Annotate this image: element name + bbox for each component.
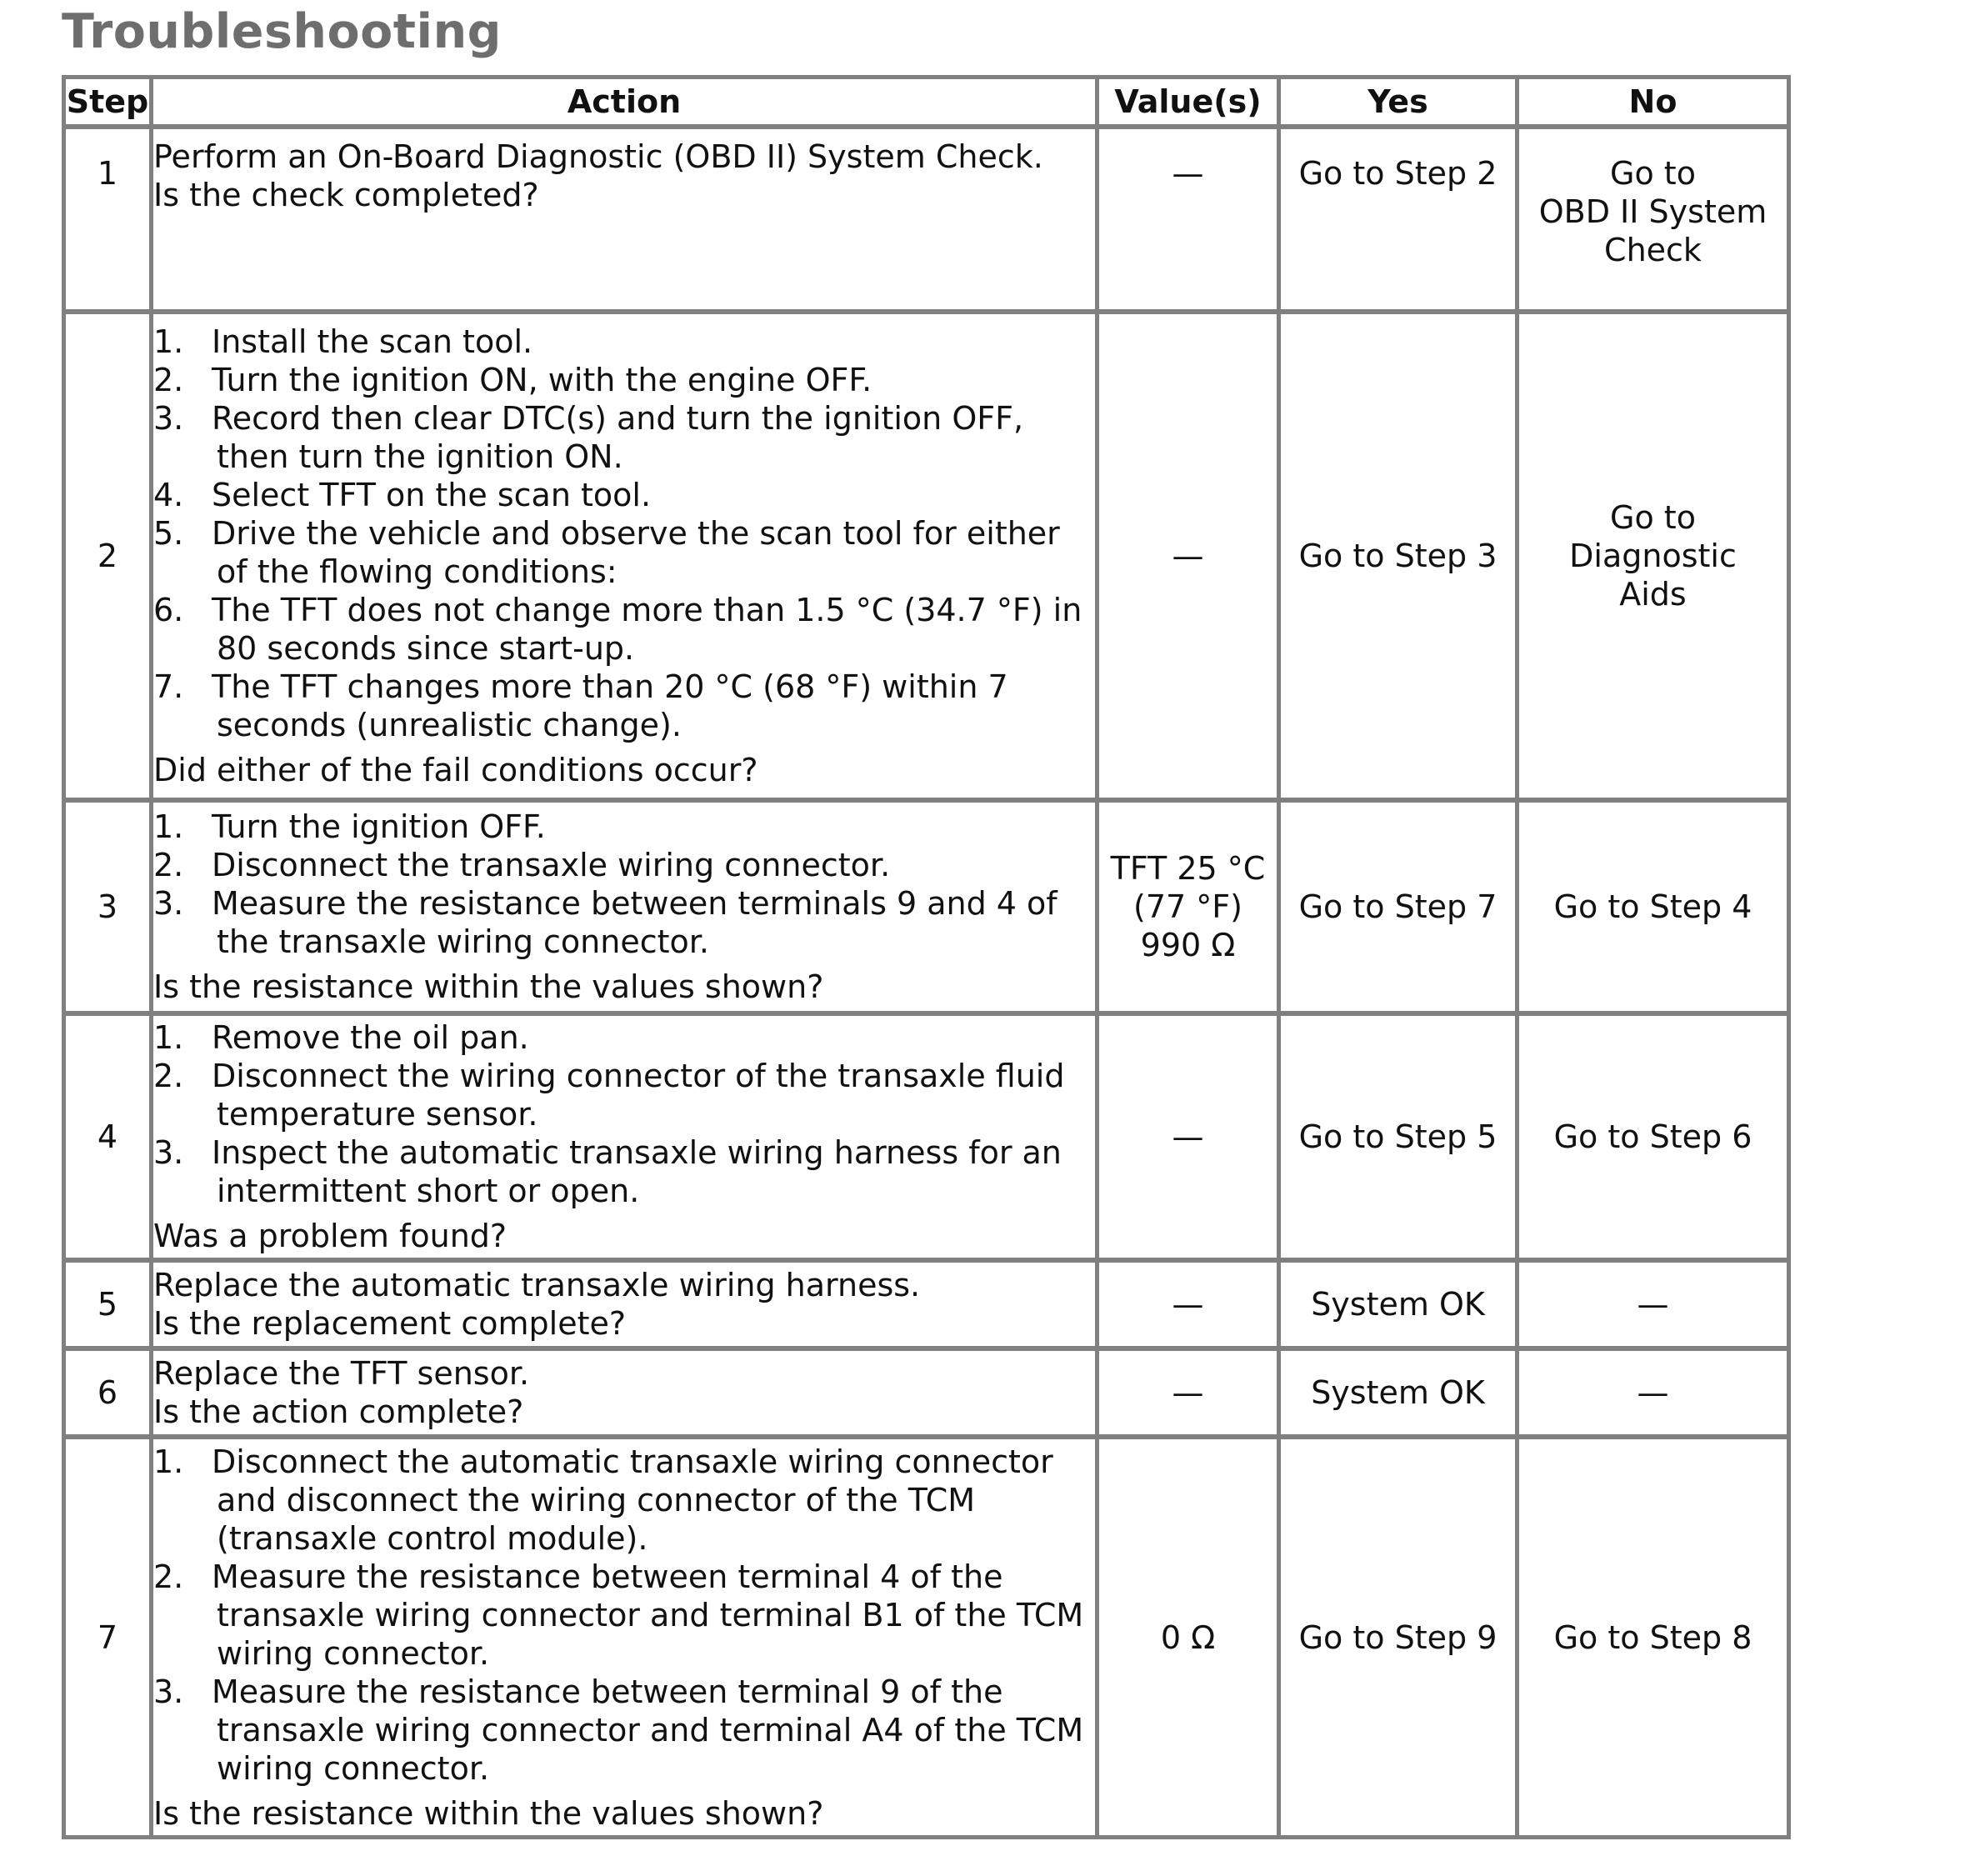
action-step-number: 1. [153, 323, 184, 360]
action-text: Perform an On-Board Diagnostic (OBD II) System Check. [153, 138, 1043, 175]
action-step-text: Measure the resistance between terminals 9 and 4 of the transaxle wiring connector. [212, 885, 1058, 960]
step-number: 1 [66, 129, 153, 314]
no-line: Go to [1610, 499, 1696, 536]
action-step-number: 1. [153, 1019, 184, 1056]
no-cell: — [1519, 1351, 1787, 1439]
action-step-number: 4. [153, 477, 184, 513]
value-cell: — [1099, 129, 1281, 314]
action-steps [153, 323, 1095, 744]
table-row [66, 803, 1787, 1016]
action-step-number: 5. [153, 515, 184, 552]
action-cell [153, 1439, 1099, 1835]
action-steps [153, 808, 1095, 961]
action-step [153, 1558, 1095, 1673]
action-question: Is the resistance within the values shown? [153, 1794, 824, 1832]
action-step-text: Measure the resistance between terminal 4 of the transaxle wiring connector and terminal B1 of the TCM wiring connector. [212, 1558, 1084, 1672]
action-step [153, 884, 1095, 961]
action-step-text: Disconnect the transaxle wiring connector. [212, 847, 891, 883]
no-line: Aids [1619, 576, 1687, 613]
step-number: 2 [66, 314, 153, 803]
page-title: Troubleshooting [62, 4, 502, 59]
action-cell [153, 1351, 1099, 1439]
action-step-text: Measure the resistance between terminal 9 of the transaxle wiring connector and terminal A4 of the TCM wiring connector. [212, 1673, 1084, 1787]
action-step-text: Disconnect the wiring connector of the transaxle fluid temperature sensor. [212, 1058, 1065, 1133]
action-question: Was a problem found? [153, 1218, 508, 1254]
yes-cell: System OK [1281, 1351, 1519, 1439]
step-number: 3 [66, 803, 153, 1016]
action-step [153, 808, 1095, 846]
table-row [66, 1351, 1787, 1439]
header-no: No [1519, 79, 1787, 129]
yes-cell: Go to Step 9 [1281, 1439, 1519, 1835]
action-step-text: Turn the ignition OFF. [212, 808, 546, 845]
action-step-text: Install the scan tool. [212, 323, 533, 360]
no-line: Go to [1610, 155, 1696, 192]
no-cell: Go to Step 6 [1519, 1016, 1787, 1263]
action-step-number: 3. [153, 885, 184, 922]
step-number: 5 [66, 1263, 153, 1351]
yes-cell: Go to Step 5 [1281, 1016, 1519, 1263]
action-cell [153, 1016, 1099, 1263]
yes-cell: Go to Step 3 [1281, 314, 1519, 803]
no-cell: Go to Step 4 [1519, 803, 1787, 1016]
value-cell: — [1099, 1263, 1281, 1351]
table-row [66, 314, 1787, 803]
action-step-number: 2. [153, 1058, 184, 1094]
action-step-number: 3. [153, 1673, 184, 1710]
table-row [66, 129, 1787, 314]
action-step-number: 2. [153, 847, 184, 883]
action-step-text: Select TFT on the scan tool. [212, 477, 652, 513]
yes-cell: Go to Step 2 [1281, 129, 1519, 314]
action-step-number: 3. [153, 400, 184, 437]
action-step-number: 2. [153, 1558, 184, 1595]
action-step-text: Disconnect the automatic transaxle wiring connector and disconnect the wiring connector of the TCM (transaxle control module). [212, 1443, 1053, 1557]
no-line: OBD II System [1538, 193, 1768, 230]
action-step-text: Turn the ignition ON, with the engine OFF. [212, 362, 872, 398]
no-cell: Go to Step 8 [1553, 1618, 1752, 1656]
action-text: Replace the automatic transaxle wiring harness. [153, 1267, 921, 1303]
value-cell: — [1099, 1351, 1281, 1439]
action-question: Is the check completed? [153, 177, 539, 213]
value-line: 990 Ω [1140, 927, 1236, 963]
no-cell [1519, 314, 1787, 803]
action-step-number: 2. [153, 362, 184, 398]
action-step-text: The TFT does not change more than 1.5 °C (34.7 °F) in 80 seconds since start-up. [212, 592, 1082, 667]
action-step-number: 7. [153, 668, 184, 705]
action-step-text: The TFT changes more than 20 °C (68 °F) within 7 seconds (unrealistic change). [212, 668, 1008, 743]
action-steps [153, 1018, 1095, 1210]
header-step: Step [66, 79, 153, 129]
action-step [153, 1018, 1095, 1057]
no-cell: — [1519, 1263, 1787, 1351]
action-cell [153, 129, 1099, 314]
action-step-number: 3. [153, 1134, 184, 1171]
action-step [153, 1057, 1095, 1133]
table-row [66, 1016, 1787, 1263]
action-step-text: Drive the vehicle and observe the scan tool for either of the flowing conditions: [212, 515, 1060, 590]
action-question: Is the replacement complete? [153, 1305, 627, 1342]
action-question: Is the resistance within the values shown? [153, 968, 824, 1005]
action-step [153, 846, 1095, 884]
action-cell [153, 1263, 1099, 1351]
header-row [66, 79, 1787, 129]
value-cell [1099, 803, 1281, 1016]
action-step [153, 1673, 1095, 1788]
yes-cell: System OK [1281, 1263, 1519, 1351]
yes-cell: Go to Step 7 [1281, 803, 1519, 1016]
action-step-text: Inspect the automatic transaxle wiring harness for an intermittent short or open. [212, 1134, 1062, 1209]
header-values: Value(s) [1099, 79, 1281, 129]
action-step [153, 668, 1095, 744]
value-cell: 0 Ω [1099, 1439, 1281, 1835]
action-step [153, 323, 1095, 361]
table-row [66, 1439, 1787, 1835]
action-step [153, 1443, 1095, 1558]
action-step [153, 591, 1095, 668]
no-line: Check [1604, 232, 1702, 268]
action-cell [153, 803, 1099, 1016]
step-number: 7 [66, 1439, 153, 1835]
action-step-number: 1. [153, 1443, 184, 1480]
value-cell: — [1099, 1016, 1281, 1263]
action-step [153, 476, 1095, 514]
no-cell [1519, 129, 1787, 314]
value-line: (77 °F) [1133, 888, 1242, 925]
value-cell: — [1099, 314, 1281, 803]
action-step-number: 6. [153, 592, 184, 628]
header-action: Action [153, 79, 1099, 129]
action-step [153, 514, 1095, 591]
action-question: Did either of the fail conditions occur? [153, 752, 758, 788]
action-step [153, 361, 1095, 399]
action-text: Replace the TFT sensor. [153, 1355, 530, 1392]
action-step [153, 399, 1095, 476]
action-cell [153, 314, 1099, 803]
action-step-text: Remove the oil pan. [212, 1019, 529, 1056]
table-row [66, 1263, 1787, 1351]
value-line: TFT 25 °C [1110, 850, 1266, 887]
action-question: Is the action complete? [153, 1393, 524, 1430]
troubleshooting-table [62, 75, 1791, 1839]
header-yes: Yes [1281, 79, 1519, 129]
step-number: 4 [66, 1016, 153, 1263]
action-step-number: 1. [153, 808, 184, 845]
action-step [153, 1133, 1095, 1210]
action-step-text: Record then clear DTC(s) and turn the ignition OFF, then turn the ignition ON. [212, 400, 1024, 475]
action-steps [153, 1443, 1095, 1788]
no-line: Diagnostic [1569, 538, 1737, 574]
step-number: 6 [66, 1351, 153, 1439]
